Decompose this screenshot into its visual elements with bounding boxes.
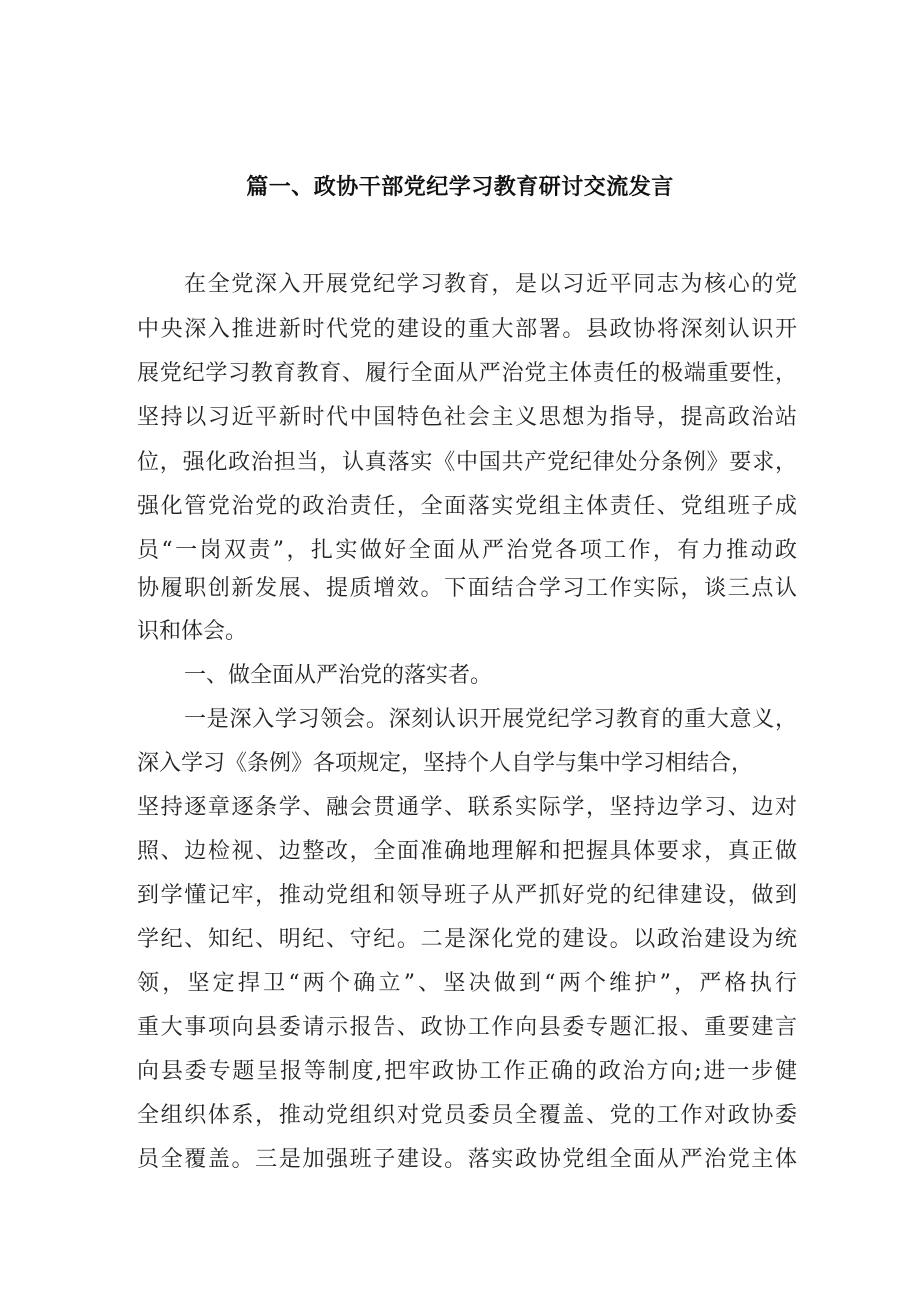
paragraph-line: 在全党深入开展党纪学习教育，是以习近平同志为核心的党 [184, 272, 797, 297]
document-title: 篇一、政协干部党纪学习教育研讨交流发言 [246, 175, 674, 200]
paragraph-line: 坚持以习近平新时代中国特色社会主义思想为指导，提高政治站 [137, 405, 797, 430]
paragraph-line: 全组织体系，推动党组织对党员委员全覆盖、党的工作对政协委 [137, 1103, 797, 1128]
paragraph-line: 重大事项向县委请示报告、政协工作向县委专题汇报、重要建言 [137, 1015, 797, 1040]
paragraph-line: 坚持逐章逐条学、融会贯通学、联系实际学，坚持边学习、边对 [137, 795, 797, 820]
paragraph-line: 中央深入推进新时代党的建设的重大部署。县政协将深刻认识开 [137, 317, 797, 342]
paragraph-line: 领，坚定捍卫“两个确立”、坚决做到“两个维护”，严格执行 [137, 971, 797, 996]
paragraph-line: 协履职创新发展、提质增效。下面结合学习工作实际，谈三点认 [137, 576, 797, 601]
section-heading: 一、做全面从严治党的落实者。 [184, 663, 493, 688]
paragraph-line: 展党纪学习教育教育、履行全面从严治党主体责任的极端重要性， [137, 361, 797, 386]
paragraph-line: 学纪、知纪、明纪、守纪。二是深化党的建设。以政治建设为统 [137, 927, 797, 952]
paragraph-line: 位，强化政治担当，认真落实《中国共产党纪律处分条例》要求， [137, 450, 797, 475]
paragraph-line: 深入学习《条例》各项规定，坚持个人自学与集中学习相结合， [137, 751, 754, 776]
paragraph-line: 识和体会。 [137, 619, 248, 644]
paragraph-line: 向县委专题呈报等制度,把牢政协工作正确的政治方向;进一步健 [137, 1059, 797, 1084]
paragraph-line: 一是深入学习领会。深刻认识开展党纪学习教育的重大意义， [184, 707, 797, 732]
paragraph-line: 到学懂记牢，推动党组和领导班子从严抓好党的纪律建设，做到 [137, 883, 797, 908]
paragraph-line: 员全覆盖。三是加强班子建设。落实政协党组全面从严治党主体 [137, 1147, 797, 1172]
paragraph-line: 照、边检视、边整改，全面准确地理解和把握具体要求，真正做 [137, 839, 797, 864]
paragraph-line: 员“一岗双责”，扎实做好全面从严治党各项工作，有力推动政 [137, 538, 797, 563]
paragraph-line: 强化管党治党的政治责任，全面落实党组主体责任、党组班子成 [137, 494, 797, 519]
